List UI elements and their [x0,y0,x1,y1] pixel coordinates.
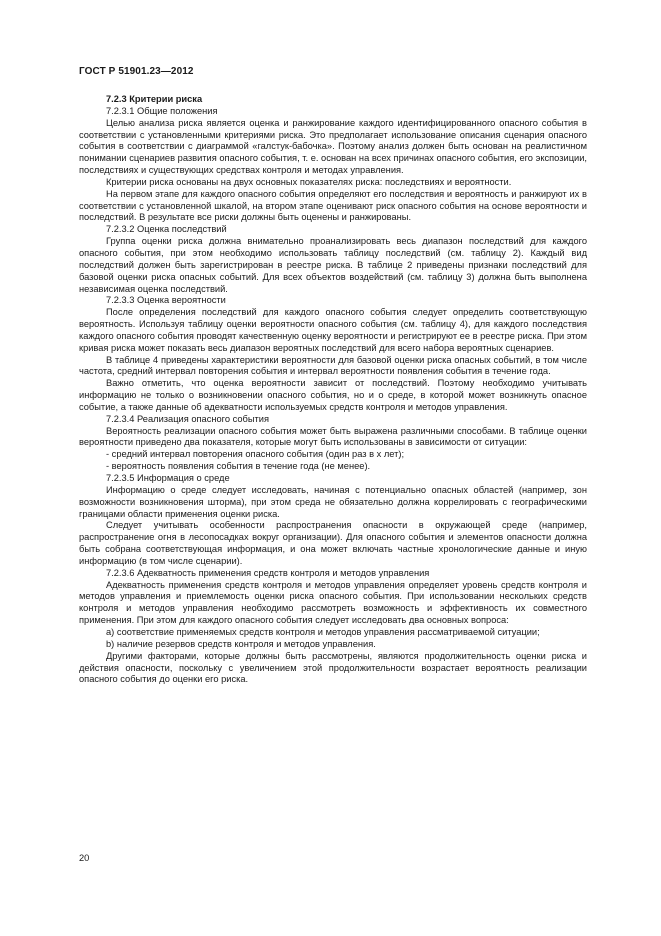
paragraph: Следует учитывать особенности распространения опасности в окружающей среде (например, распространение огня в лесопосадках вокруг организации). Для опасного события и элементов опасности должна быть собрана соответствующая информация, и она может включать частные хронологические данные и иную информацию (в том числе сценарии). [79,520,587,566]
paragraph: После определения последствий для каждого опасного события следует определить соответствующую вероятность. Используя таблицу оценки вероятности опасного события (см. таблицу 4), для каждого последствия каждого опасного события проводят качественную оценку вероятности и регистрируют ее в реестре риска. При этом кривая риска может показать весь диапазон вероятных последствий для всего набора вероятных сценариев. [79,307,587,353]
paragraph: На первом этапе для каждого опасного события определяют его последствия и вероятность и ранжируют их в соответствии с установленной шкалой, на втором этапе оценивают риск опасного события на основе вероятности и последствий. В результате все риски должны быть оценены и ранжированы. [79,188,587,223]
subsection-heading-general: 7.2.3.1 Общие положения [106,105,218,116]
paragraph: Другими факторами, которые должны быть рассмотрены, являются продолжительность оценки риска и действия опасности, поскольку с увеличением этой продолжительности возрастает вероятность реализации опасного события до оценки его риска. [79,650,587,685]
document-body [79,94,587,686]
subsection-heading-realization: 7.2.3.4 Реализация опасного события [106,413,270,424]
paragraph: Информацию о среде следует исследовать, начиная с потенциально опасных областей (например, зон возможности возникновения шторма), при этом среда не обязательно должна коррелировать с географическими границами области применения оценки риска. [79,484,587,519]
list-item: b) наличие резервов средств контроля и методов управления. [106,638,376,649]
document-header: ГОСТ Р 51901.23—2012 [79,66,194,77]
list-item: a) соответствие применяемых средств контроля и методов управления рассматриваемой ситуации; [106,626,540,637]
list-item: - вероятность появления события в течение года (не менее). [106,461,371,472]
paragraph: Критерии риска основаны на двух основных показателях риска: последствиях и вероятности. [106,176,512,187]
page-number: 20 [79,853,90,863]
paragraph: Вероятность реализации опасного события может быть выражена различными способами. В таблице оценки вероятности приведено два показателя, которые могут быть использованы в зависимости от ситуации: [79,425,587,448]
subsection-heading-consequences: 7.2.3.2 Оценка последствий [106,224,227,235]
paragraph: Важно отметить, что оценка вероятности зависит от последствий. Поэтому необходимо учитывать информацию не только о возникновении опасного события, но и о среде, в которой может возникнуть опасное событие, а также данные об адекватности используемых средств контроля и методов управления. [79,378,587,412]
list-item: - средний интервал повторения опасного события (один раз в x лет); [106,449,405,460]
paragraph: Группа оценки риска должна внимательно проанализировать весь диапазон последствий для каждого опасного события, при этом необходимо использовать таблицу последствий (см. таблицу 2). Каждый вид последствий должен быть зарегистрирован в реестре риска. В таблице 2 приведены признаки последствий для базовой оценки риска опасных событий. Для всех объектов воздействий (см. таблицу 3) должна быть выполнена независимая оценка последствий. [79,236,587,294]
subsection-heading-probability: 7.2.3.3 Оценка вероятности [106,295,226,306]
paragraph: Целью анализа риска является оценка и ранжирование каждого идентифицированного опасного события в соответствии с установленными критериями риска. Это предполагает использование описания сценария опасного события в соответствии с диаграммой «галстук-бабочка». Поэтому анализ должен быть основан на реалистичном понимании сценариев развития опасного события, т. е. основан на всех причинах опасного события, его экспозиции, последствиях и существующих средствах контроля и методах управления. [79,117,587,176]
paragraph: В таблице 4 приведены характеристики вероятности для базовой оценки риска опасных событий, в том числе частота, средний интервал повторения события и интервал вероятности появления события в течение года. [79,354,587,377]
subsection-heading-controls: 7.2.3.6 Адекватность применения средств контроля и методов управления [106,567,430,578]
subsection-heading-environment: 7.2.3.5 Информация о среде [106,473,230,483]
section-heading: 7.2.3 Критерии риска [106,94,203,104]
paragraph: Адекватность применения средств контроля и методов управления определяет уровень средств контроля и методов управления и приемлемость оценки риска опасного события. При использовании нескольких средств контроля и методов управления необходимо рассмотреть возможность и эффективность их совместного применения. При этом для каждого опасного события следует исследовать два основных вопроса: [79,579,587,626]
